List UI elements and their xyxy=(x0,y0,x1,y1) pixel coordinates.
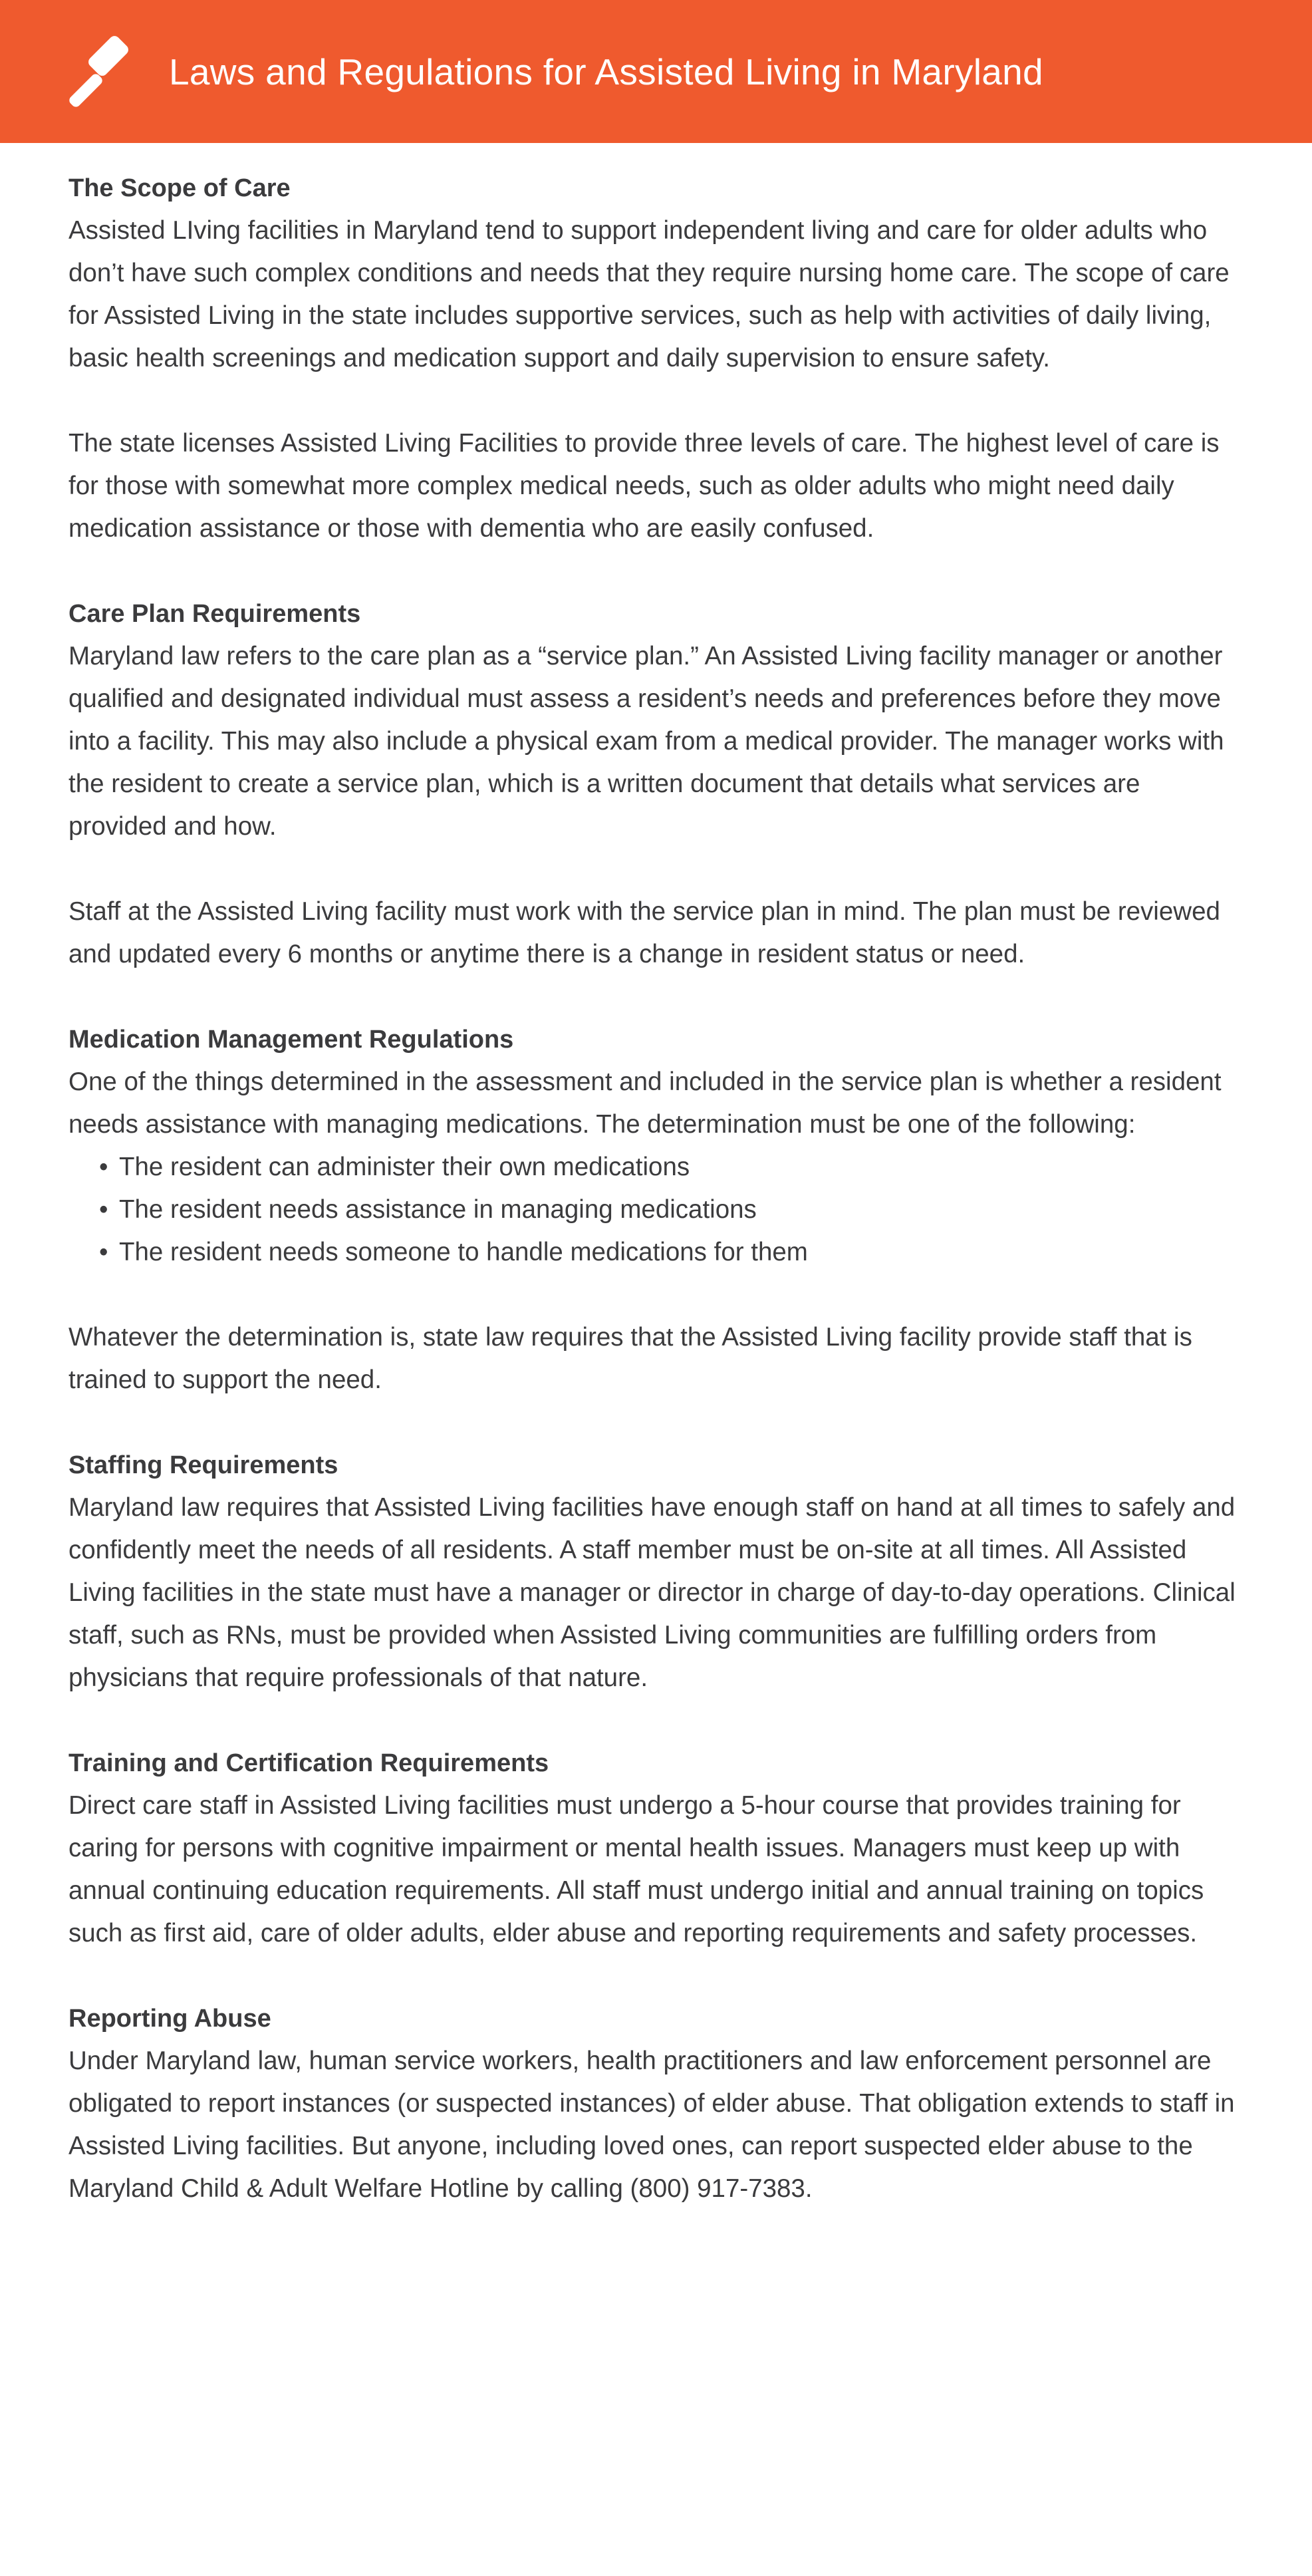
list-item-text: The resident can administer their own medications xyxy=(119,1153,690,1181)
paragraph: One of the things determined in the assessment and included in the service plan is whether a resident needs assistance with managing medications. The determination must be one of the following: xyxy=(68,1068,1222,1139)
page-header xyxy=(0,0,1312,143)
paragraph: Maryland law requires that Assisted Living facilities have enough staff on hand at all times to safely and confidently meet the needs of all residents. A staff member must be on-site at all times. All Assisted Living facilities in the state must have a manager or director in charge of day-to-day operations. Clinical staff, such as RNs, must be provided when Assisted Living communities are fulfilling orders from physicians that require professionals of that nature. xyxy=(68,1493,1236,1692)
page-title: Laws and Regulations for Assisted Living in Maryland xyxy=(169,51,1043,92)
paragraph: Under Maryland law, human service workers, health practitioners and law enforcement personnel are obligated to report instances (or suspected instances) of elder abuse. That obligation extends to staff in Assisted Living facilities. But anyone, including loved ones, can report suspected elder abuse to the Maryland Child & Adult Welfare Hotline by calling (800) 917-7383. xyxy=(68,2047,1235,2203)
medication-options-list xyxy=(68,1146,1244,1274)
paragraph: Whatever the determination is, state law requires that the Assisted Living facility provide staff that is trained to support the need. xyxy=(68,1323,1192,1394)
section-training xyxy=(68,1742,1244,1955)
list-item-text: The resident needs assistance in managing medications xyxy=(119,1195,757,1224)
paragraph: Direct care staff in Assisted Living facilities must undergo a 5-hour course that provides training for caring for persons with cognitive impairment or mental health issues. Managers must keep up with annual continuing education requirements. All staff must undergo initial and annual training on topics such as first aid, care of older adults, elder abuse and reporting requirements and safety processes. xyxy=(68,1791,1204,1947)
section-heading: The Scope of Care xyxy=(68,174,291,202)
bullet-icon: • xyxy=(99,1153,108,1181)
bullet-icon: • xyxy=(99,1238,108,1266)
section-staffing xyxy=(68,1444,1244,1699)
paragraph: Assisted LIving facilities in Maryland tend to support independent living and care for older adults who don’t have such complex conditions and needs that they require nursing home care. The scope of care for Assisted Living in the state includes supportive services, such as help with activities of daily living, basic health screenings and medication support and daily supervision to ensure safety. xyxy=(68,216,1230,372)
list-item-text: The resident needs someone to handle medications for them xyxy=(119,1238,808,1266)
section-scope-of-care xyxy=(68,167,1244,550)
section-reporting-abuse xyxy=(68,1997,1244,2210)
section-heading: Training and Certification Requirements xyxy=(68,1749,549,1777)
paragraph: Staff at the Assisted Living facility must work with the service plan in mind. The plan must be reviewed and updated every 6 months or anytime there is a change in resident status or need. xyxy=(68,897,1220,968)
gavel-icon xyxy=(66,32,146,112)
section-care-plan xyxy=(68,593,1244,976)
section-heading: Medication Management Regulations xyxy=(68,1026,514,1054)
paragraph: The state licenses Assisted Living Facilities to provide three levels of care. The highest level of care is for those with somewhat more complex medical needs, such as older adults who might need daily medication assistance or those with dementia who are easily confused. xyxy=(68,429,1220,543)
section-medication-management xyxy=(68,1018,1244,1401)
list-item xyxy=(99,1231,1244,1274)
list-item xyxy=(99,1189,1244,1231)
section-heading: Care Plan Requirements xyxy=(68,600,361,628)
paragraph: Maryland law refers to the care plan as a “service plan.” An Assisted Living facility manager or another qualified and designated individual must assess a resident’s needs and preferences before they move into a facility. This may also include a physical exam from a medical provider. The manager works with the resident to create a service plan, which is a written document that details what services are provided and how. xyxy=(68,642,1224,841)
section-heading: Reporting Abuse xyxy=(68,2005,271,2033)
list-item xyxy=(99,1146,1244,1189)
bullet-icon: • xyxy=(99,1195,108,1224)
section-heading: Staffing Requirements xyxy=(68,1451,338,1479)
article-body xyxy=(0,143,1312,2210)
